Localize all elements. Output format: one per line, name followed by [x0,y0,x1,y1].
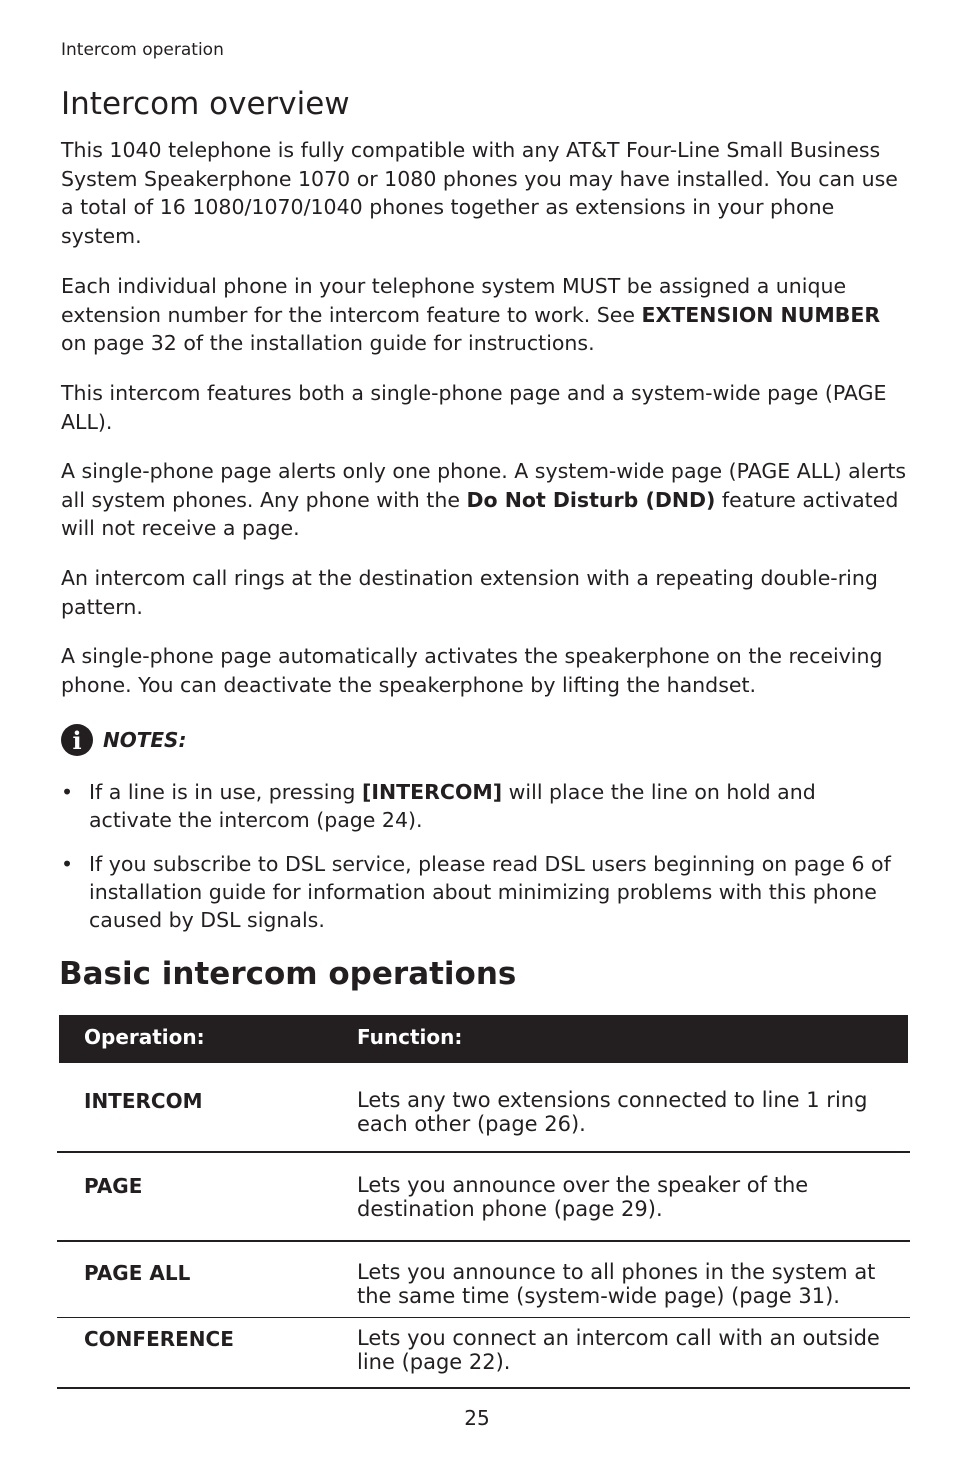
paragraph-compatibility: This 1040 telephone is fully compatible with any AT&T Four-Line Small Business System Speakerphone 1070 or 1080 phones you may have installed. You can use a total of 16 1080/1070/1040 phones together as extensions in your phone system. [61,138,898,248]
paragraph-page-types: This intercom features both a single-phone page and a system-wide page (PAGE ALL). [61,381,887,434]
section-title-basic-operations: Basic intercom operations [59,956,517,992]
paragraph-speakerphone: A single-phone page automatically activates the speakerphone on the receiving phone. You can deactivate the speakerphone by lifting the handset. [61,644,883,697]
extension-number-ref: EXTENSION NUMBER [641,302,881,327]
dnd-ref: Do Not Disturb (DND) [466,487,716,512]
column-header-operation: Operation: [84,1025,205,1049]
paragraph-ring-pattern: An intercom call rings at the destination extension with a repeating double-ring pattern. [61,566,878,619]
notes-heading [61,724,186,756]
function-cell: Lets you announce over the speaker of the destination phone (page 29). [357,1173,809,1221]
operation-cell: CONFERENCE [84,1327,234,1351]
notes-label: NOTES: [103,728,187,752]
row-divider [57,1240,910,1242]
operation-cell: PAGE ALL [84,1261,191,1285]
row-divider [57,1317,910,1318]
paragraph-extension-number: Each individual phone in your telephone system MUST be assigned a unique extension number for the intercom feature to work. See EXTENSION NUMBER on page 32 of the installation guide for instructions. [61,274,881,355]
row-divider [57,1387,910,1389]
bullet-mark: • [61,852,74,876]
note-item: • If you subscribe to DSL service, please read DSL users beginning on page 6 of installation guide for information about minimizing problems with this phone caused by DSL signals. [61,852,891,932]
function-cell: Lets you announce to all phones in the system at the same time (system-wide page) (page 31). [357,1260,876,1308]
note-item: • If a line is in use, pressing [INTERCOM] will place the line on hold and activate the intercom (page 24). [61,780,816,832]
operation-cell: PAGE [84,1174,143,1198]
function-cell: Lets you connect an intercom call with an outside line (page 22). [357,1326,880,1374]
column-header-function: Function: [357,1025,463,1049]
intercom-key-ref: [INTERCOM] [361,780,503,804]
row-divider [57,1151,910,1153]
function-cell: Lets any two extensions connected to line 1 ring each other (page 26). [357,1088,868,1136]
page-number: 25 [464,1406,490,1430]
running-header: Intercom operation [61,40,224,60]
section-title-overview: Intercom overview [61,86,350,122]
info-icon: i [61,724,93,756]
paragraph-page-alerts: A single-phone page alerts only one phone. A system-wide page (PAGE ALL) alerts all system phones. Any phone with the Do Not Disturb (DND) feature activated will not receive a page. [61,459,907,540]
operation-cell: INTERCOM [84,1089,203,1113]
table-header [59,1015,908,1063]
bullet-mark: • [61,780,74,804]
